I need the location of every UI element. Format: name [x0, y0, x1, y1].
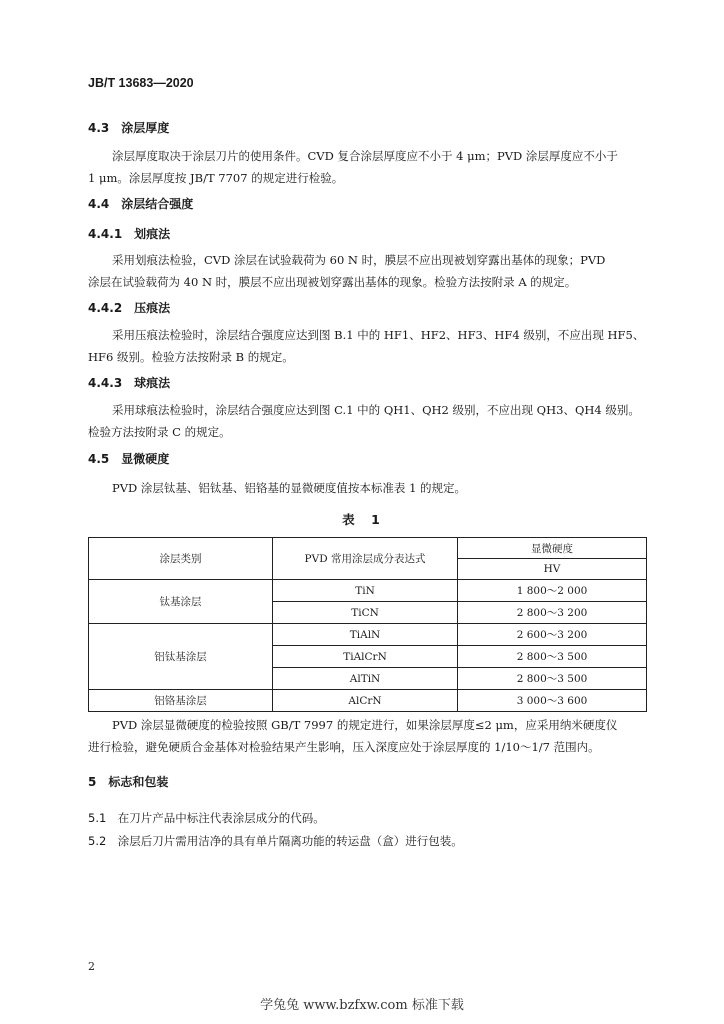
group-alti-based: 铝钛基涂层: [89, 624, 273, 690]
hardness-table: [88, 537, 647, 712]
section-4-4-2-heading: 4.4.2 压痕法: [88, 301, 171, 315]
section-5-heading: 5 标志和包装: [88, 775, 169, 789]
cell-hv: 2 600～3 200: [458, 624, 647, 646]
document-id: JB/T 13683—2020: [88, 76, 194, 90]
section-4-3-line1: 涂层厚度取决于涂层刀片的使用条件。CVD 复合涂层厚度应不小于 4 μm；PVD 涂层厚度应不小于: [112, 149, 618, 163]
table-row: [89, 624, 647, 646]
cell-hv: 2 800～3 200: [458, 602, 647, 624]
header-hv-unit: HV: [458, 559, 647, 580]
section-4-4-heading: 4.4 涂层结合强度: [88, 197, 194, 211]
section-4-3-heading: 4.3 涂层厚度: [88, 121, 170, 135]
section-4-4-1-line1: 采用划痕法检验，CVD 涂层在试验载荷为 60 N 时，膜层不应出现被划穿露出基体的现象；PVD: [112, 253, 606, 267]
cell-hv: 2 800～3 500: [458, 668, 647, 690]
section-4-5-heading: 4.5 显微硬度: [88, 452, 170, 466]
cell-hv: 3 000～3 600: [458, 690, 647, 712]
header-coating-type: 涂层类别: [89, 538, 273, 580]
section-4-4-2-line1: 采用压痕法检验时，涂层结合强度应达到图 B.1 中的 HF1、HF2、HF3、HF4 级别，不应出现 HF5、: [112, 328, 645, 342]
cell-formula: TiAlCrN: [273, 646, 458, 668]
hardness-test-line2: 进行检验，避免硬质合金基体对检验结果产生影响，压入深度应处于涂层厚度的 1/10～1/7 范围内。: [88, 740, 600, 754]
cell-formula: AlCrN: [273, 690, 458, 712]
cell-formula: AlTiN: [273, 668, 458, 690]
watermark-footer: 学兔兔 www.bzfxw.com 标准下载: [260, 998, 464, 1013]
cell-hv: 2 800～3 500: [458, 646, 647, 668]
clause-5-2: 5.2 涂层后刀片需用洁净的具有单片隔离功能的转运盘（盒）进行包装。: [88, 834, 463, 848]
section-4-4-1-heading: 4.4.1 划痕法: [88, 227, 171, 241]
section-4-4-1-line2: 涂层在试验载荷为 40 N 时，膜层不应出现被划穿露出基体的现象。检验方法按附录 A 的规定。: [88, 275, 577, 289]
section-4-4-3-line1: 采用球痕法检验时，涂层结合强度应达到图 C.1 中的 QH1、QH2 级别，不应出现 QH3、QH4 级别。: [112, 403, 640, 417]
table-row: [89, 580, 647, 602]
header-microhardness: 显微硬度: [458, 538, 647, 559]
section-4-4-2-line2: HF6 级别。检验方法按附录 B 的规定。: [88, 350, 294, 364]
cell-hv: 1 800～2 000: [458, 580, 647, 602]
section-4-5-line1: PVD 涂层钛基、铝钛基、铝铬基的显微硬度值按本标准表 1 的规定。: [112, 481, 467, 495]
cell-formula: TiN: [273, 580, 458, 602]
section-4-4-3-line2: 检验方法按附录 C 的规定。: [88, 425, 231, 439]
clause-5-1: 5.1 在刀片产品中标注代表涂层成分的代码。: [88, 811, 325, 825]
group-alcr-based: 铝铬基涂层: [89, 690, 273, 712]
page-number: 2: [88, 960, 95, 973]
group-ti-based: 钛基涂层: [89, 580, 273, 624]
cell-formula: TiCN: [273, 602, 458, 624]
section-4-3-line2: 1 μm。涂层厚度按 JB/T 7707 的规定进行检验。: [88, 171, 344, 185]
table-caption: 表 1: [342, 512, 382, 527]
table-row: [89, 690, 647, 712]
cell-formula: TiAlN: [273, 624, 458, 646]
hardness-test-line1: PVD 涂层显微硬度的检验按照 GB/T 7997 的规定进行，如果涂层厚度≤2 μm，应采用纳米硬度仪: [112, 718, 618, 732]
header-pvd-formula: PVD 常用涂层成分表达式: [273, 538, 458, 580]
section-4-4-3-heading: 4.4.3 球痕法: [88, 376, 171, 390]
table-header-row: [89, 538, 647, 559]
